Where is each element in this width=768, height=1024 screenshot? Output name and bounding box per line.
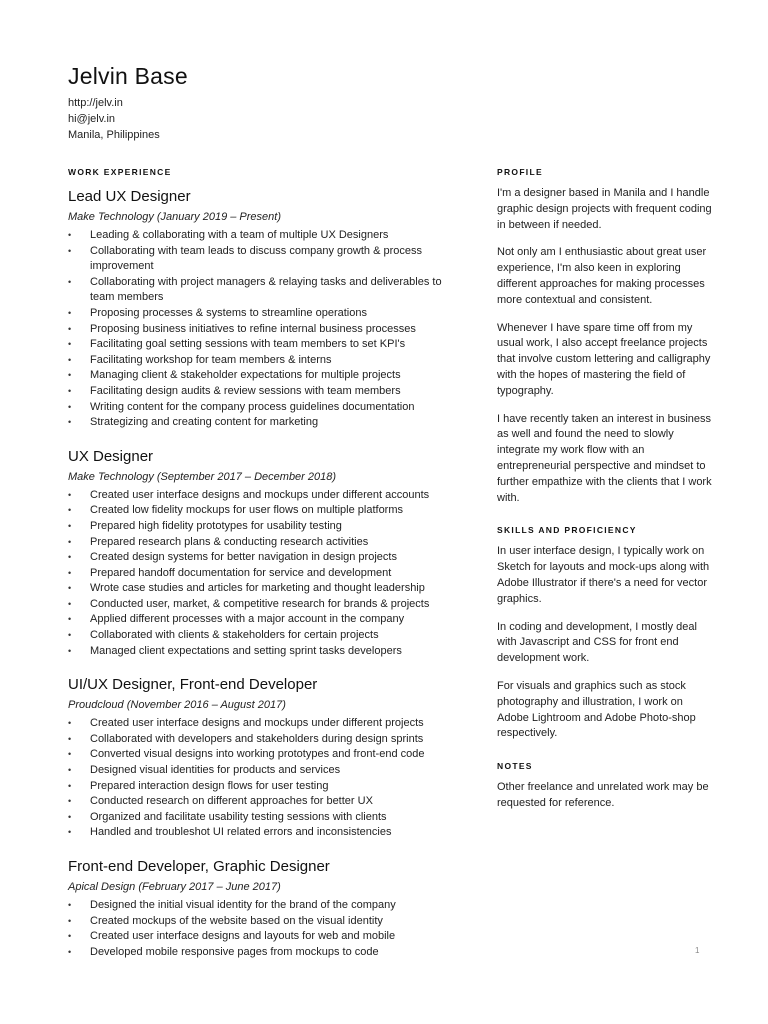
notes-heading: NOTES [497,761,533,772]
list-item: • Prepared high fidelity prototypes for usability testing [68,519,468,535]
list-item: • Prepared interaction design flows for user testing [68,779,468,795]
profile-heading: PROFILE [497,167,543,177]
list-item: • Proposing processes & systems to streamline operations [68,306,468,322]
list-item: • Leading & collaborating with a team of multiple UX Designers [68,228,468,244]
list-item: • Prepared research plans & conducting research activities [68,535,468,551]
person-name: Jelvin Base [68,63,188,89]
job-title: UX Designer [68,447,154,465]
list-item: • Managed client expectations and setting sprint tasks developers [68,644,468,660]
job-entry [68,186,468,431]
list-item: • Collaborating with team leads to discuss company growth & process improvement [68,244,468,275]
skills-heading: SKILLS AND PROFICIENCY [497,525,637,536]
skills-paragraph: For visuals and graphics such as stock photography and illustration, I work on Adobe Lightroom and Adobe Photo-shop respectively. [497,679,696,740]
website-link[interactable]: http://jelv.in [68,97,123,109]
list-item: • Designed the initial visual identity for the brand of the company [68,898,468,914]
list-item: • Facilitating design audits & review sessions with team members [68,384,468,400]
job-entry [68,674,468,841]
page-number: 1 [695,946,700,955]
list-item: • Proposing business initiatives to refine internal business processes [68,322,468,338]
job-title: UI/UX Designer, Front-end Developer [68,676,318,694]
profile-paragraph: Not only am I enthusiastic about great user experience, I'm also keen in exploring different approaches for making processes more contextual and consistent. [497,246,707,306]
list-item: • Conducted user, market, & competitive research for brands & projects [68,597,468,613]
list-item: • Created low fidelity mockups for user flows on multiple platforms [68,503,468,519]
list-item: • Prepared handoff documentation for service and development [68,566,468,582]
skills-paragraph: In coding and development, I mostly deal with Javascript and CSS for front end development work. [497,620,697,665]
list-item: • Converted visual designs into working prototypes and front-end code [68,747,468,763]
list-item: • Conducted research on different approaches for better UX [68,794,468,810]
job-bullets [68,716,468,841]
list-item: • Managing client & stakeholder expectations for multiple projects [68,368,468,384]
profile-paragraph: I have recently taken an interest in business as well and found the need to slowly integrate my work flow with an entrepreneurial perspective and mindset to further empathize with the clients that I work with. [497,412,712,504]
job-company-dates: Make Technology (January 2019 – Present) [68,211,281,223]
job-bullets [68,488,468,660]
list-item: • Collaborated with developers and stakeholders during design sprints [68,732,468,748]
list-item: • Strategizing and creating content for marketing [68,415,468,431]
work-experience-section [68,164,468,975]
list-item: • Writing content for the company process guidelines documentation [68,400,468,416]
profile-paragraph: Whenever I have spare time off from my usual work, I also accept freelance projects that involve custom lettering and calligraphy with the hopes of mastering the field of typography. [497,321,711,397]
job-entry [68,856,468,960]
list-item: • Organized and facilitate usability testing sessions with clients [68,810,468,826]
list-item: • Created user interface designs and mockups under different projects [68,716,468,732]
list-item: • Created user interface designs and mockups under different accounts [68,488,468,504]
job-title: Lead UX Designer [68,188,191,205]
list-item: • Facilitating workshop for team members & interns [68,353,468,369]
job-company-dates: Apical Design (February 2017 – June 2017) [68,881,281,893]
job-company-dates: Make Technology (September 2017 – December 2018) [68,470,337,483]
list-item: • Created user interface designs and layouts for web and mobile [68,929,468,945]
sidebar-column [497,164,712,824]
list-item: • Facilitating goal setting sessions with team members to set KPI's [68,337,468,353]
profile-paragraph: I'm a designer based in Manila and I handle graphic design projects with frequent coding in between if needed. [497,187,712,231]
job-entry [68,446,468,660]
job-title: Front-end Developer, Graphic Designer [68,858,330,875]
skills-paragraph: In user interface design, I typically work on Sketch for layouts and mock-ups along with Adobe Illustrator if there's a need for vector graphics. [497,545,710,605]
work-experience-heading: WORK EXPERIENCE [68,167,172,177]
list-item: • Applied different processes with a major account in the company [68,612,468,628]
contact-info [68,95,160,143]
job-bullets [68,228,468,431]
email-link[interactable]: hi@jelv.in [68,113,116,125]
location-text: Manila, Philippines [68,129,160,141]
list-item: • Collaborating with project managers & relaying tasks and deliverables to team members [68,275,468,306]
list-item: • Developed mobile responsive pages from mockups to code [68,945,468,961]
list-item: • Created design systems for better navigation in design projects [68,550,468,566]
list-item: • Created mockups of the website based on the visual identity [68,914,468,930]
notes-paragraph: Other freelance and unrelated work may be requested for reference. [497,781,709,809]
list-item: • Designed visual identities for products and services [68,763,468,779]
job-bullets [68,898,468,960]
job-company-dates: Proudcloud (November 2016 – August 2017) [68,699,286,712]
list-item: • Handled and troubleshot UI related errors and inconsistencies [68,825,468,841]
list-item: • Collaborated with clients & stakeholders for certain projects [68,628,468,644]
list-item: • Wrote case studies and articles for marketing and thought leadership [68,581,468,597]
